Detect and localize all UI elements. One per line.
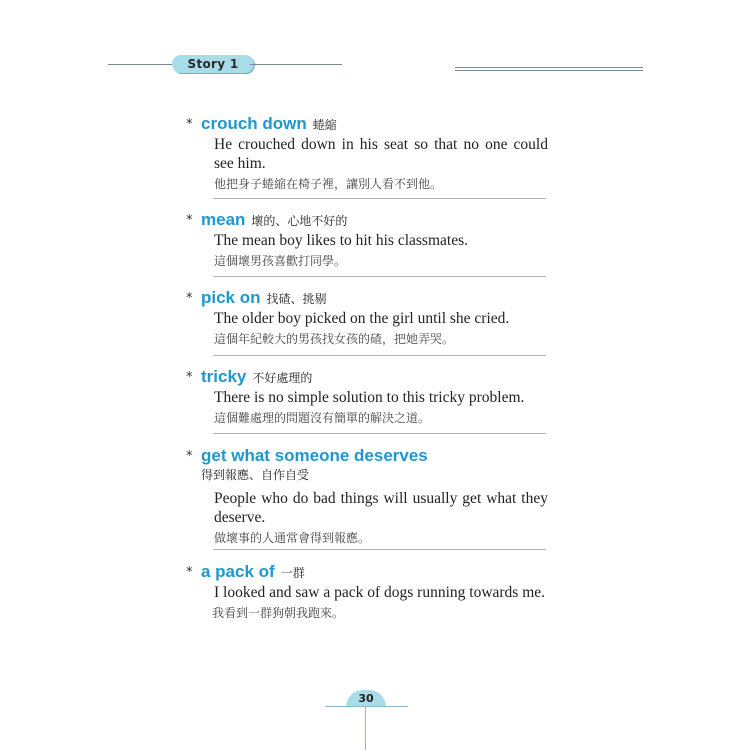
vocab-entry-mean (186, 210, 548, 271)
vocab-term: crouch down (201, 114, 307, 133)
bullet-asterisk: * (186, 213, 193, 228)
example-translation: 這個年紀較大的男孩找女孩的碴，把她弄哭。 (214, 332, 455, 346)
header-rule-left (108, 64, 172, 65)
vocab-gloss: 找碴、挑剔 (266, 292, 327, 306)
example-translation: 這個壞男孩喜歡打同學。 (214, 254, 347, 268)
example-translation: 他把身子蜷縮在椅子裡，讓別人看不到他。 (214, 177, 443, 191)
vocab-gloss: 不好處理的 (252, 371, 313, 385)
example-translation: 做壞事的人通常會得到報應。 (214, 531, 371, 545)
vocab-entry-crouch-down (186, 114, 548, 194)
vocab-term: pick on (201, 288, 261, 307)
example-sentence: People who do bad things will usually get what they deserve. (214, 490, 548, 526)
vocab-gloss: 壞的、心地不好的 (251, 214, 348, 228)
bullet-asterisk: * (186, 117, 193, 132)
header-rule-middle (250, 64, 342, 65)
page-number: 30 (346, 690, 386, 707)
story-tab: Story 1 (172, 55, 254, 73)
footer-rule (325, 706, 408, 707)
vocab-entry-get-what-someone-deserves (186, 446, 548, 548)
example-sentence: The older boy picked on the girl until she cried. (214, 310, 510, 327)
bullet-asterisk: * (186, 370, 193, 385)
entry-divider (213, 276, 546, 277)
footer-stem (365, 706, 366, 750)
entry-divider (213, 355, 546, 356)
vocab-gloss: 一群 (280, 566, 305, 580)
vocab-term: a pack of (201, 562, 275, 581)
vocab-entry-pick-on (186, 288, 548, 349)
bullet-asterisk: * (186, 449, 193, 464)
example-translation: 這個難處理的問題沒有簡單的解決之道。 (214, 411, 431, 425)
vocab-gloss: 蜷縮 (312, 118, 337, 132)
header-rule-right (455, 67, 643, 73)
example-sentence: There is no simple solution to this tricky problem. (214, 389, 525, 406)
example-sentence: The mean boy likes to hit his classmates. (214, 232, 468, 249)
bullet-asterisk: * (186, 565, 193, 580)
entry-divider (213, 433, 546, 434)
example-sentence: He crouched down in his seat so that no one could see him. (214, 136, 548, 172)
vocab-entry-tricky (186, 367, 548, 428)
entry-divider (213, 198, 546, 199)
bullet-asterisk: * (186, 291, 193, 306)
entry-divider (213, 549, 546, 550)
example-translation: 我看到一群狗朝我跑來。 (212, 606, 345, 620)
vocab-term: tricky (201, 367, 247, 386)
vocab-term: mean (201, 210, 246, 229)
vocab-entry-a-pack-of (186, 562, 548, 623)
example-sentence: I looked and saw a pack of dogs running towards me. (214, 584, 546, 601)
vocab-term: get what someone deserves (201, 446, 428, 465)
vocab-gloss: 得到報應、自作自受 (201, 468, 310, 482)
